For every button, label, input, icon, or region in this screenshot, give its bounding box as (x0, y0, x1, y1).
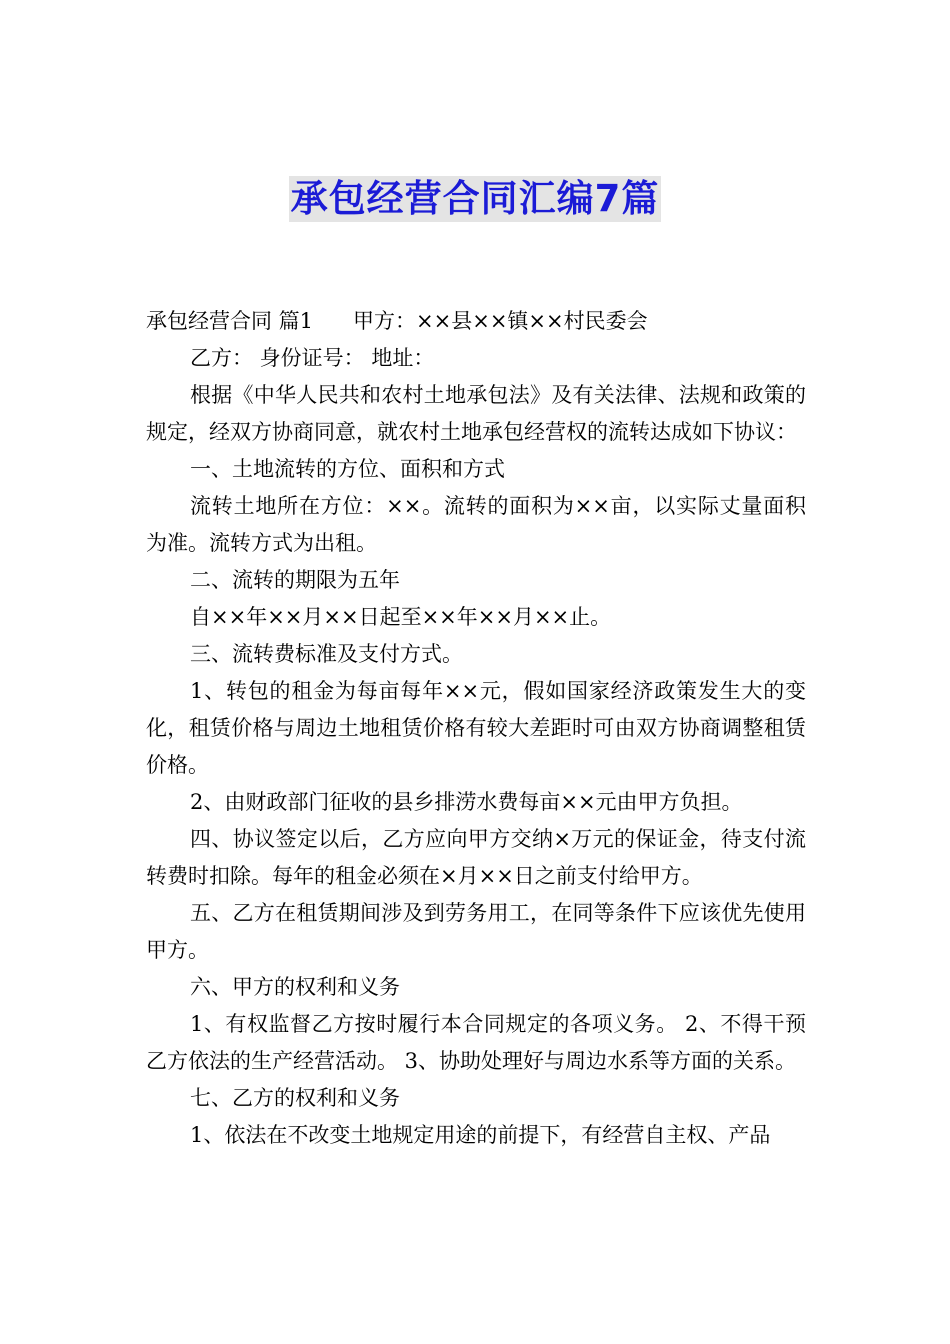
document-title-wrap (0, 176, 950, 222)
paragraph: 二、流转的期限为五年 (190, 568, 400, 592)
paragraph: 自××年××月××日起至××年××月××止。 (190, 605, 612, 629)
paragraph: 四、协议签定以后，乙方应向甲方交纳×万元的保证金，待支付流转费时扣除。每年的租金必须在×月××日之前支付给甲方。 (146, 827, 806, 888)
document-body (146, 303, 806, 1154)
paragraph: 1、依法在不改变土地规定用途的前提下，有经营自主权、产品 (190, 1123, 771, 1147)
paragraph: 三、流转费标准及支付方式。 (190, 642, 463, 666)
paragraph: 1、转包的租金为每亩每年××元，假如国家经济政策发生大的变化，租赁价格与周边土地租赁价格有较大差距时可由双方协商调整租赁价格。 (146, 679, 806, 777)
paragraph: 流转土地所在方位：××。流转的面积为××亩，以实际丈量面积为准。流转方式为出租。 (146, 494, 806, 555)
document-title: 承包经营合同汇编7篇 (290, 177, 660, 220)
paragraph: 1、有权监督乙方按时履行本合同规定的各项义务。 2、不得干预乙方依法的生产经营活动。 3、协助处理好与周边水系等方面的关系。 (146, 1012, 806, 1073)
party-a-line: 甲方：××县××镇××村民委会 (353, 309, 648, 333)
first-line (146, 303, 806, 340)
paragraph: 六、甲方的权利和义务 (190, 975, 400, 999)
section-heading: 承包经营合同 篇1 (146, 309, 314, 333)
paragraph: 七、乙方的权利和义务 (190, 1086, 400, 1110)
paragraph: 根据《中华人民共和农村土地承包法》及有关法律、法规和政策的规定，经双方协商同意，就农村土地承包经营权的流转达成如下协议： (146, 383, 806, 444)
paragraph: 2、由财政部门征收的县乡排涝水费每亩××元由甲方负担。 (190, 790, 743, 814)
paragraph: 五、乙方在租赁期间涉及到劳务用工，在同等条件下应该优先使用甲方。 (146, 901, 806, 962)
paragraph: 乙方： 身份证号： 地址： (190, 346, 435, 370)
paragraph: 一、土地流转的方位、面积和方式 (190, 457, 505, 481)
